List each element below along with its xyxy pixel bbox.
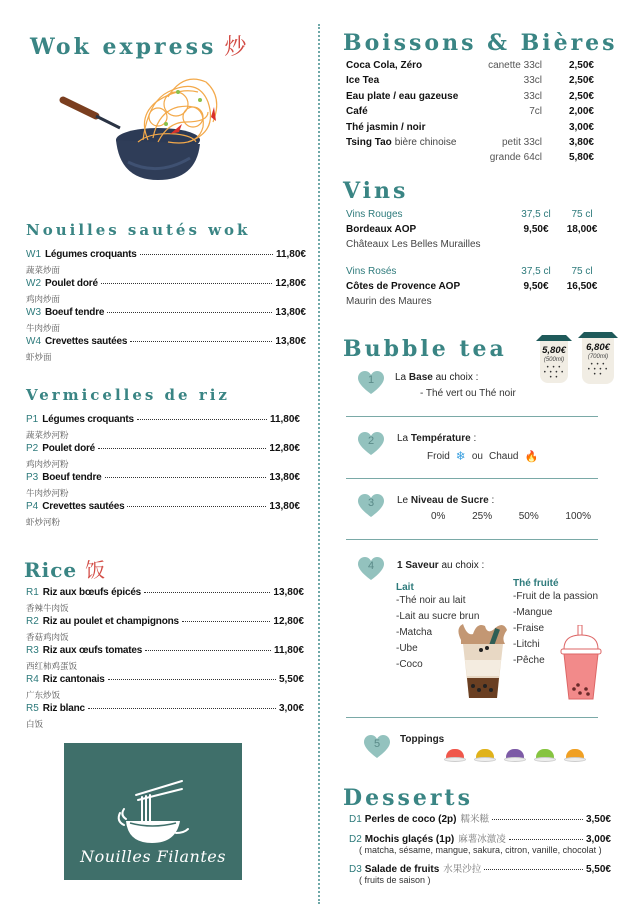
menu-item: P3 Boeuf tendre 13,80€ 牛肉炒河粉 [26, 472, 300, 498]
sugar-levels: 0% 25% 50% 100% [431, 511, 591, 522]
noodle-bowl-icon [108, 775, 198, 847]
wok-express-title: Wok express 炒 [30, 34, 247, 60]
nouilles-section-title: Nouilles sautés wok [26, 221, 251, 239]
vermicelles-section-title: Vermicelles de riz [26, 386, 230, 404]
menu-item: P4 Crevettes sautées 13,80€ 虾炒河粉 [26, 501, 300, 527]
divider [346, 416, 598, 417]
rice-menu-list [26, 587, 304, 732]
bubble-tea-title: Bubble tea [343, 336, 507, 362]
fruit-tea-cup-icon [558, 625, 604, 701]
menu-item: R2 Riz au poulet et champignons 12,80€ 香菇鸡肉饭 [26, 616, 304, 642]
heart-step-3-icon: 3 [358, 494, 384, 518]
dessert-item: D2 Mochis glaçés (1p) 麻薯冰激凌 3,00€ ( matcha, sésame, mangue, sakura, citron, vanille, chocolat ) [349, 834, 611, 855]
topping-purple-icon [504, 749, 526, 763]
wine-row: Côtes de Provence AOP 9,50€ 16,50€ [346, 281, 598, 292]
divider [346, 539, 598, 540]
menu-item: W3 Boeuf tendre 13,80€ 牛肉炒面 [26, 307, 306, 333]
step-3-label: Le Niveau de Sucre : [397, 495, 495, 506]
nouilles-menu-list [26, 249, 306, 365]
ice-icon: ❄ [455, 449, 466, 463]
drinks-table [346, 60, 596, 168]
drink-row: Coca Cola, Zéro canette 33cl 2,50€ [346, 60, 594, 71]
dessert-item: D1 Perles de coco (2p) 糯米糍 3,50€ [349, 814, 611, 825]
menu-item: R3 Riz aux œufs tomates 11,80€ 西红柿鸡蛋饭 [26, 645, 304, 671]
wines-table: Vins Rouges 37,5 cl 75 cl Bordeaux AOP 9,50€ 18,00€ Châteaux Les Belles Murailles Vins Rosés 37,5 cl 75 cl Côtes de Provence AOP 9,50€ 16,50€ Maurin des Maures [346, 209, 606, 311]
topping-red-icon [444, 749, 466, 763]
heart-step-5-icon: 5 [364, 735, 390, 759]
menu-item: P2 Poulet doré 12,80€ 鸡肉炒河粉 [26, 443, 300, 469]
divider [346, 478, 598, 479]
menu-item: R4 Riz cantonais 5,50€ 广东炒饭 [26, 674, 304, 700]
divider [346, 717, 598, 718]
menu-item: W1 Légumes croquants 11,80€ 蔬菜炒面 [26, 249, 306, 275]
drink-row: grande 64cl 5,80€ [489, 152, 594, 164]
wok-noodles-image [58, 62, 238, 192]
dessert-item: D3 Salade de fruits 水果沙拉 5,50€ ( fruits de saison ) [349, 864, 611, 885]
menu-item: P1 Légumes croquants 11,80€ 蔬菜炒河粉 [26, 414, 300, 440]
menu-item: R1 Riz aux bœufs épicés 13,80€ 香辣牛肉饭 [26, 587, 304, 613]
heart-step-4-icon: 4 [358, 557, 384, 581]
drink-row: Café 7cl 2,00€ [346, 106, 594, 118]
step-1-label: La Base au choix : [395, 372, 479, 383]
step-2-label: La Température : [397, 433, 477, 444]
topping-yellow-icon [474, 749, 496, 763]
step-1-options: - Thé vert ou Thé noir [420, 388, 516, 399]
column-divider [318, 24, 320, 904]
desserts-title: Desserts [343, 785, 473, 811]
cup-small-icon: 5,80€ (500ml) • • • • • • • • • [536, 333, 572, 383]
vermicelles-menu-list [26, 414, 300, 530]
temperature-options: Froid ❄ ou Chaud 🔥 [427, 449, 539, 463]
fire-icon: 🔥 [524, 450, 539, 463]
cup-large-icon: 6,80€ (700ml) • • • • • • • • • [578, 330, 618, 384]
flavor-fruite-column: Thé fruité -Fruit de la passion -Mangue -Fraise -Litchi -Pêche [513, 578, 599, 666]
menu-item: R5 Riz blanc 3,00€ 白饭 [26, 703, 304, 729]
menu-item: W2 Poulet doré 12,80€ 鸡肉炒面 [26, 278, 306, 304]
flavor-lait-column: Lait -Thé noir au lait -Lait au sucre brun -Matcha -Ube -Coco [396, 582, 480, 670]
heart-step-1-icon: 1 [358, 371, 384, 395]
restaurant-logo: Nouilles Filantes [64, 743, 242, 880]
topping-orange-icon [564, 749, 586, 763]
step-5-label: Toppings [400, 734, 445, 745]
menu-item: W4 Crevettes sautées 13,80€ 虾炒面 [26, 336, 306, 362]
desserts-list [349, 811, 611, 891]
topping-green-icon [534, 749, 556, 763]
vins-title: Vins [343, 178, 409, 204]
boissons-title: Boissons & Bières [343, 30, 618, 56]
drink-row: Tsing Tao bière chinoise petit 33cl 3,80€ [346, 136, 594, 148]
drink-row: Thé jasmin / noir 3,00€ [346, 121, 594, 133]
milk-tea-cup-icon [453, 620, 513, 702]
step-4-label: 1 Saveur au choix : [397, 560, 485, 571]
drink-row: Eau plate / eau gazeuse 33cl 2,50€ [346, 90, 594, 102]
heart-step-2-icon: 2 [358, 432, 384, 456]
rice-section-title: Rice 饭 [24, 558, 106, 582]
toppings-row [444, 749, 586, 763]
wine-row: Bordeaux AOP 9,50€ 18,00€ [346, 224, 598, 235]
drink-row: Ice Tea 33cl 2,50€ [346, 75, 594, 87]
